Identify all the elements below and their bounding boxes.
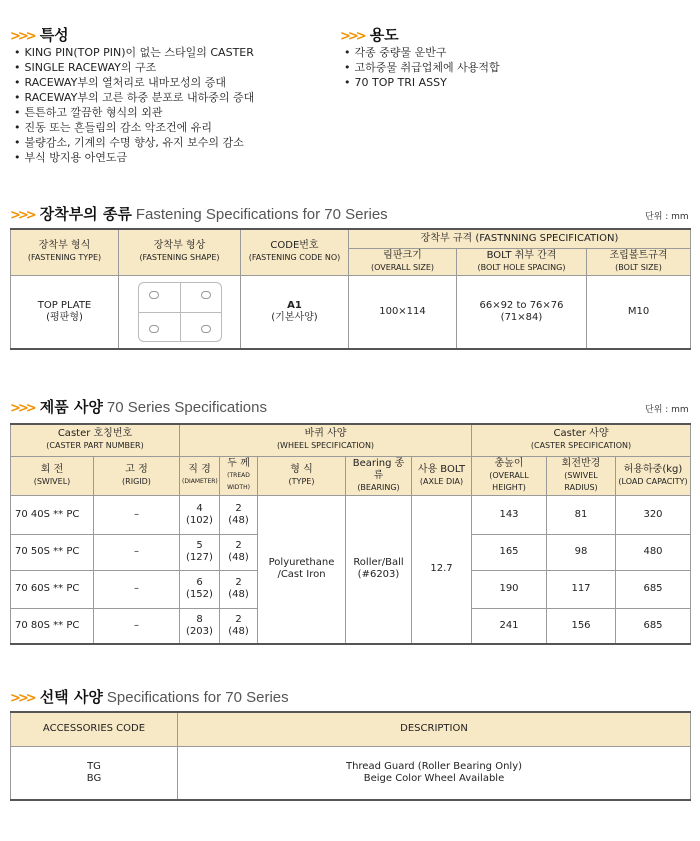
header-bolt-hole: BOLT 취부 간격 (BOLT HOLE SPACING) [457,248,587,275]
swivel-cell: 70 50S ** PC [11,534,94,570]
product-heading [10,396,267,417]
height-cell: 241 [472,608,547,644]
load-cell: 320 [616,495,691,534]
arrow-icon: >>> [340,29,364,44]
options-heading [10,686,289,707]
header-caster-no: Caster 호칭번호 (CASTER PART NUMBER) [11,424,180,456]
top-plate-diagram [138,282,222,342]
bearing-cell: Roller/Ball (#6203) [346,495,412,644]
usage-list [344,45,500,90]
header-load: 허용하중(kg) (LOAD CAPACITY) [616,456,691,495]
diameter-cell: 4 (102) [180,495,220,534]
table-row [11,275,691,349]
header-height: 총높이 (OVERALL HEIGHT) [472,456,547,495]
product-title-en: 70 Series Specifications [106,399,267,416]
list-item: • KING PIN(TOP PIN)이 없는 스타일의 CASTER [14,45,254,60]
header-swivel: 회 전 (SWIVEL) [11,456,94,495]
tread-cell: 2 (48) [220,495,258,534]
list-item: • 고하중물 취급업체에 사용적합 [344,60,500,75]
usage-heading [340,24,399,45]
product-title-ko: 제품 사양 [39,398,103,416]
fastening-bolt-size-cell: M10 [587,275,691,349]
height-cell: 165 [472,534,547,570]
header-overall: 림판크기 (OVERALL SIZE) [349,248,457,275]
codes-cell: TG BG [11,746,178,800]
header-bearing: Bearing 종류 (BEARING) [346,456,412,495]
fastening-type-cell: TOP PLATE (평판형) [11,275,119,349]
options-table [10,711,691,801]
wheel-type-cell: Polyurethane /Cast Iron [258,495,346,644]
list-item: • SINGLE RACEWAY의 구조 [14,60,254,75]
product-unit: 단위 : mm [645,405,689,415]
header-diameter: 직 경 (DIAMETER) [180,456,220,495]
tread-cell: 2 (48) [220,608,258,644]
tread-cell: 2 (48) [220,570,258,608]
header-type: 장착부 형식 (FASTENING TYPE) [11,229,119,275]
list-item: • 부식 방지용 아연도금 [14,150,254,165]
bolt-hole-icon [201,291,211,299]
diameter-cell: 8 (203) [180,608,220,644]
list-item: • 진동 또는 흔들림의 감소 악조건에 유리 [14,120,254,135]
list-item: • 각종 중량물 운반구 [344,45,500,60]
diameter-cell: 6 (152) [180,570,220,608]
radius-cell: 156 [547,608,616,644]
options-title-en: Specifications for 70 Series [106,689,289,706]
usage-title: 용도 [369,26,399,44]
descriptions-cell: Thread Guard (Roller Bearing Only) Beige Color Wheel Available [178,746,691,800]
height-cell: 143 [472,495,547,534]
list-item: • RACEWAY부의 열처리로 내마모성의 증대 [14,75,254,90]
rigid-cell: – [94,608,180,644]
rigid-cell: – [94,570,180,608]
bolt-hole-icon [149,291,159,299]
features-title: 특성 [39,26,69,44]
header-code: CODE번호 (FASTENING CODE NO) [241,229,349,275]
tread-cell: 2 (48) [220,534,258,570]
fastening-overall-cell: 100×114 [349,275,457,349]
header-tread: 두 께 (TREAD WIDTH) [220,456,258,495]
table-row [11,495,691,534]
swivel-cell: 70 40S ** PC [11,495,94,534]
fastening-bolt-hole-cell: 66×92 to 76×76 (71×84) [457,275,587,349]
features-heading [10,24,69,45]
header-accessories-code: ACCESSORIES CODE [11,712,178,746]
arrow-icon: >>> [10,401,34,416]
bolt-hole-icon [149,325,159,333]
header-rigid: 고 정 (RIGID) [94,456,180,495]
swivel-cell: 70 80S ** PC [11,608,94,644]
fastening-heading [10,203,388,224]
arrow-icon: >>> [10,29,34,44]
header-axle: 사용 BOLT (AXLE DIA) [412,456,472,495]
bolt-hole-icon [201,325,211,333]
list-item: • 70 TOP TRI ASSY [344,75,500,90]
radius-cell: 117 [547,570,616,608]
arrow-icon: >>> [10,208,34,223]
rigid-cell: – [94,495,180,534]
list-item: • RACEWAY부의 고른 하중 분포로 내하중의 증대 [14,90,254,105]
height-cell: 190 [472,570,547,608]
header-description: DESCRIPTION [178,712,691,746]
arrow-icon: >>> [10,691,34,706]
fastening-table [10,228,691,350]
load-cell: 480 [616,534,691,570]
swivel-cell: 70 60S ** PC [11,570,94,608]
rigid-cell: – [94,534,180,570]
radius-cell: 98 [547,534,616,570]
options-title-ko: 선택 사양 [39,688,103,706]
fastening-shape-cell [119,275,241,349]
header-caster: Caster 사양 (CASTER SPECIFICATION) [472,424,691,456]
fastening-title-ko: 장착부의 종류 [39,205,132,223]
fastening-unit: 단위 : mm [645,212,689,222]
load-cell: 685 [616,608,691,644]
features-list [14,45,254,165]
fastening-title-en: Fastening Specifications for 70 Series [135,206,388,223]
diameter-cell: 5 (127) [180,534,220,570]
load-cell: 685 [616,570,691,608]
header-shape: 장착부 형상 (FASTENING SHAPE) [119,229,241,275]
header-wheel-type: 형 식 (TYPE) [258,456,346,495]
list-item: • 튼튼하고 깔끔한 형식의 외관 [14,105,254,120]
header-wheel: 바퀴 사양 (WHEEL SPECIFICATION) [180,424,472,456]
radius-cell: 81 [547,495,616,534]
axle-cell: 12.7 [412,495,472,644]
table-row [11,746,691,800]
header-spec: 장착부 규격 (FASTNNING SPECIFICATION) [349,229,691,248]
product-table [10,423,691,645]
header-bolt-size: 조립볼트규격 (BOLT SIZE) [587,248,691,275]
header-radius: 회전반경 (SWIVEL RADIUS) [547,456,616,495]
fastening-code-cell: A1 (기본사양) [241,275,349,349]
list-item: • 불량감소, 기계의 수명 향상, 유지 보수의 감소 [14,135,254,150]
